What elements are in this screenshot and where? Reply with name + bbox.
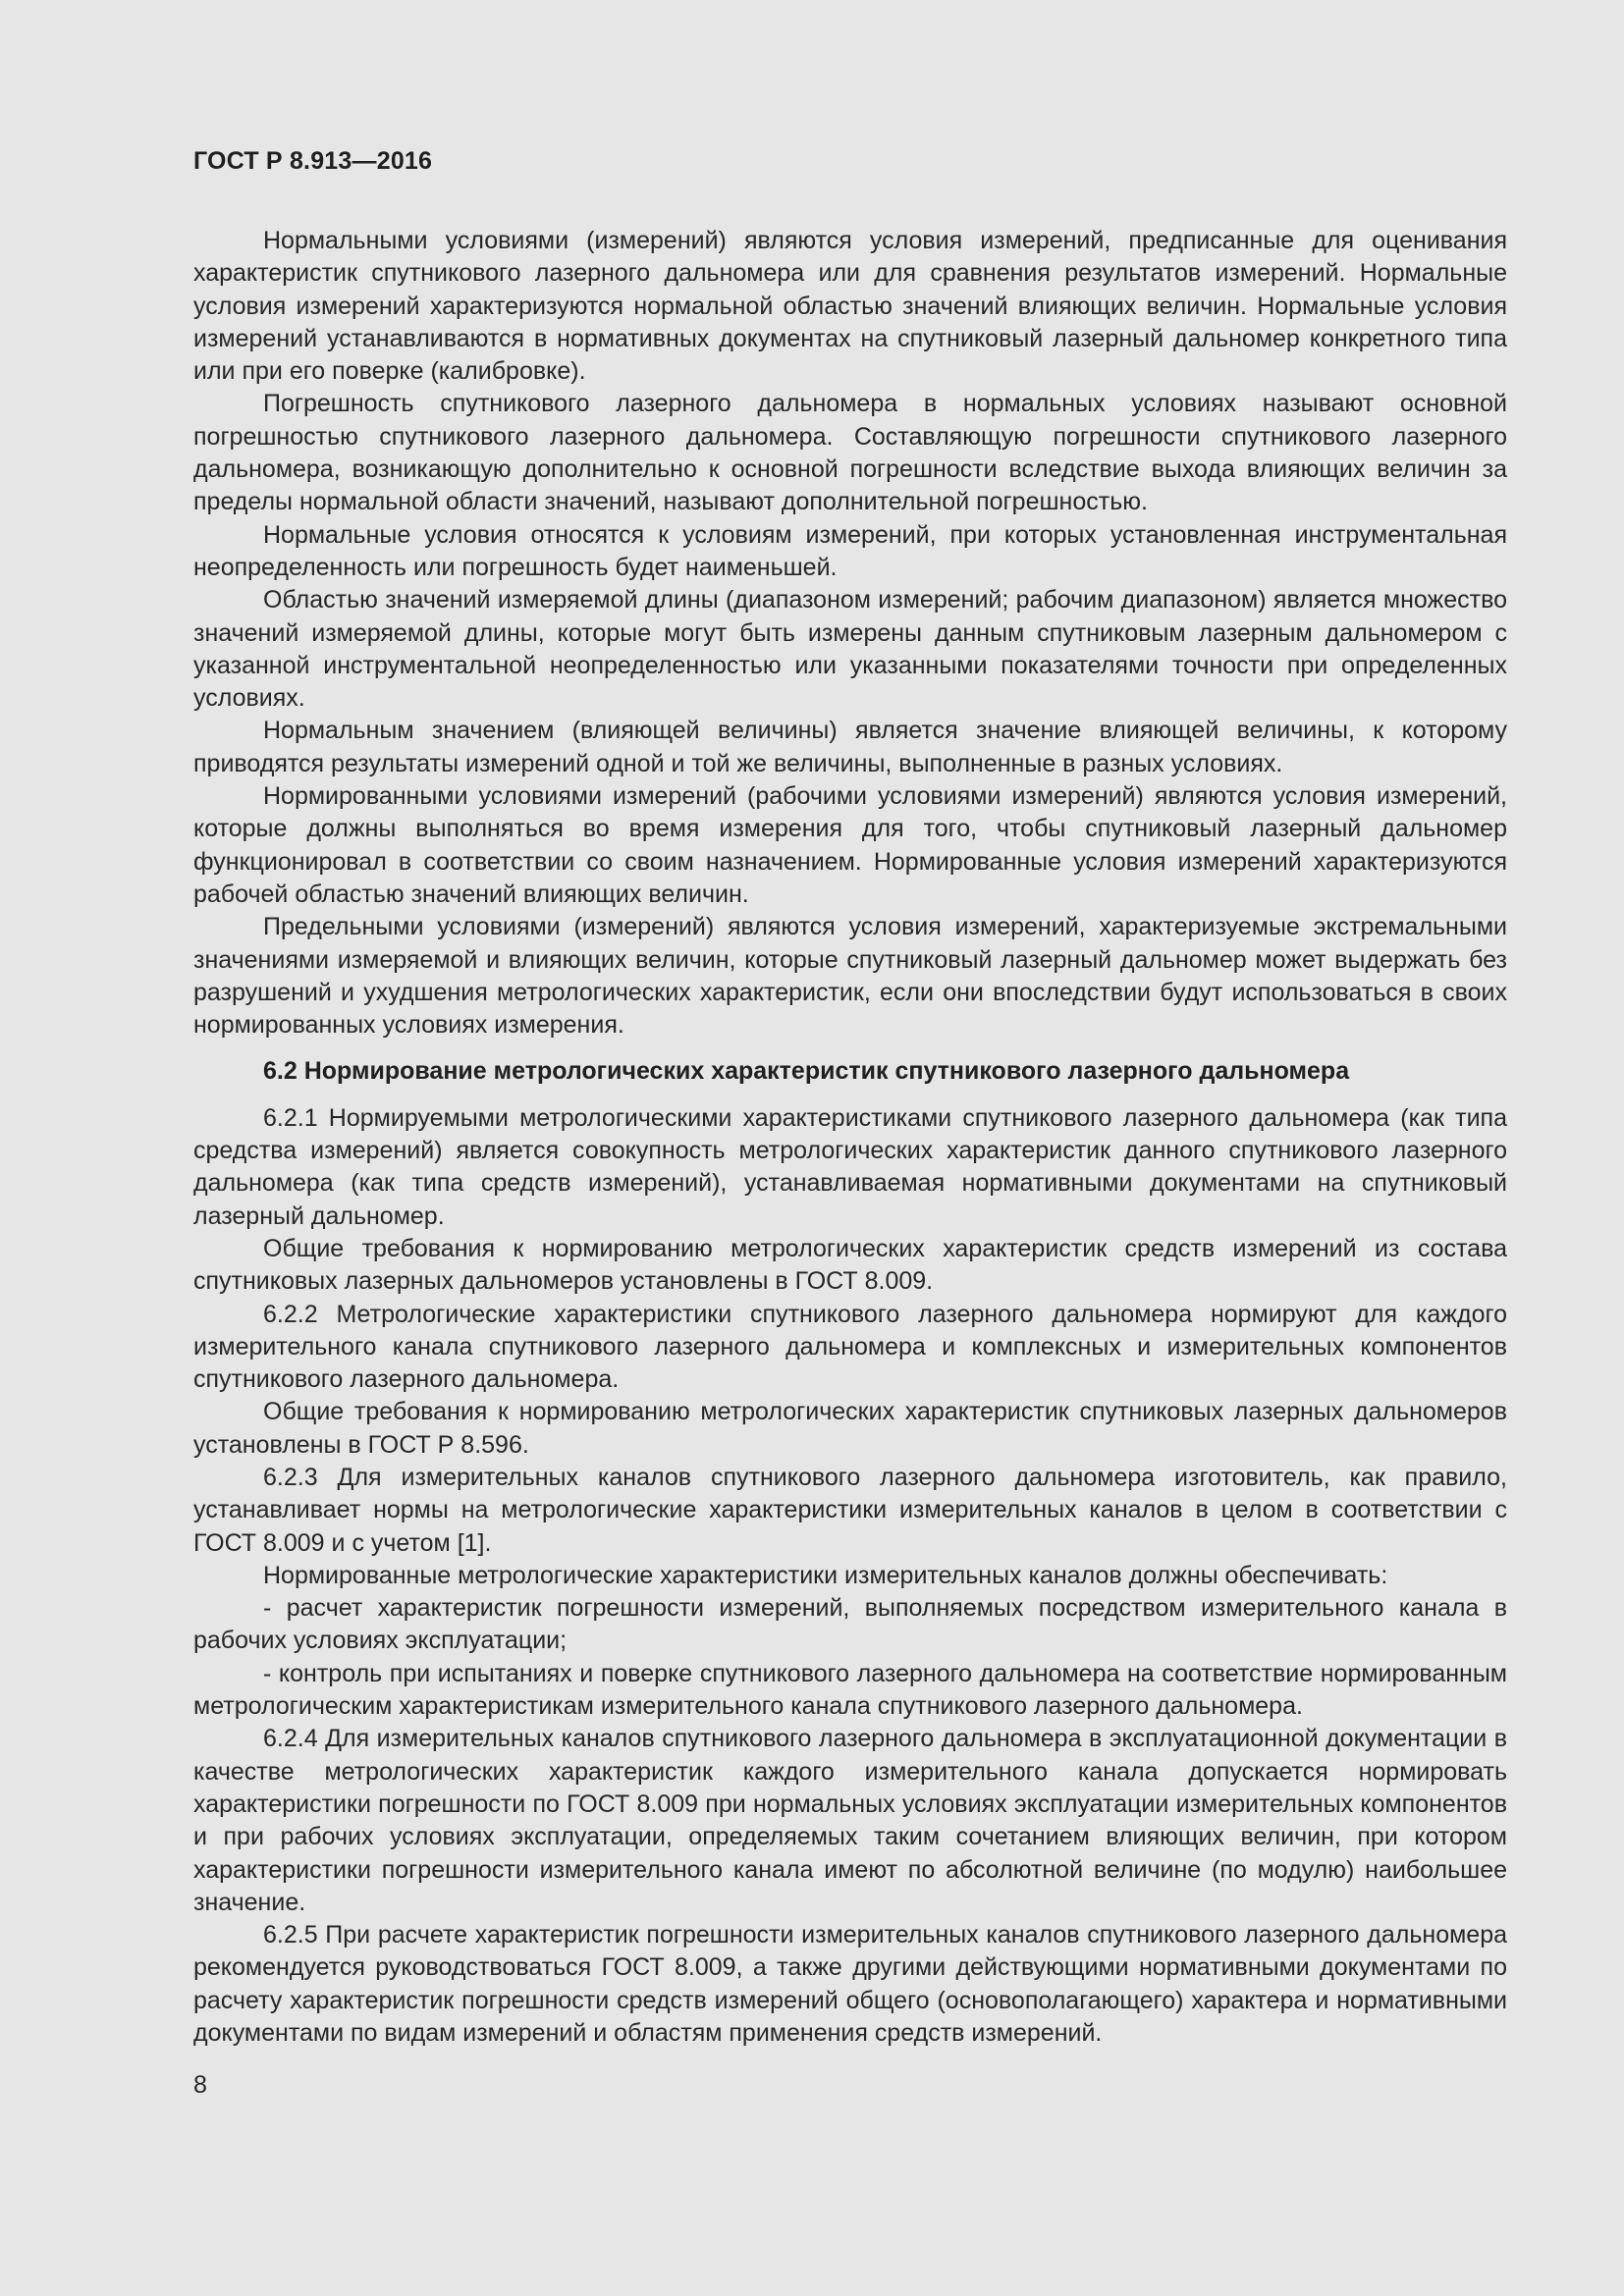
paragraph-measurement-range: Областью значений измеряемой длины (диапазоном измерений; рабочим диапазоном) является множество значений измеряемой длины, которые могут быть измерены данным спутниковым лазерным дальномером с указанной инструментальной неопределенностью или указанными показателями точности при определенных условиях. (193, 586, 1507, 713)
paragraph-basic-error: Погрешность спутникового лазерного дальномера в нормальных условиях называют основной погрешностью спутникового лазерного дальномера. Составляющую погрешности спутникового лазерного дальномера, возникающую дополнительно к основной погрешности вследствие выхода влияющих величин за пределы нормальной области значений, называют дополнительной погрешностью. (193, 390, 1507, 516)
document-body (193, 225, 1507, 2050)
paragraph-6-2-2: 6.2.2 Метрологические характеристики спутникового лазерного дальномера нормируют для каждого измерительного канала спутникового лазерного дальномера и комплексных и измерительных компонентов спутникового лазерного дальномера. (193, 1300, 1507, 1394)
paragraph-general-requirements-2: Общие требования к нормированию метрологических характеристик спутниковых лазерных дальномеров установлены в ГОСТ Р 8.596. (193, 1398, 1507, 1459)
page-number: 8 (193, 2071, 207, 2099)
list-item-verification-control: - контроль при испытаниях и поверке спутникового лазерного дальномера на соответствие нормированным метрологическим характеристикам измерительного канала спутникового лазерного дальномера. (193, 1659, 1507, 1721)
paragraph-general-requirements-1: Общие требования к нормированию метрологических характеристик средств измерений из состава спутниковых лазерных дальномеров установлены в ГОСТ 8.009. (193, 1234, 1507, 1296)
paragraph-normal-conditions: Нормальными условиями (измерений) являются условия измерений, предписанные для оценивания характеристик спутникового лазерного дальномера или для сравнения результатов измерений. Нормальные условия измерений характеризуются нормальной областью значений влияющих величин. Нормальные условия измерений устанавливаются в нормативных документах на спутниковый лазерный дальномер конкретного типа или при его поверке (калибровке). (193, 227, 1507, 386)
section-heading-6-2: 6.2 Нормирование метрологических характеристик спутникового лазерного дальномера (263, 1057, 1350, 1086)
paragraph-normal-conditions-uncertainty: Нормальные условия относятся к условиям измерений, при которых установленная инструментальная неопределенность или погрешность будет наименьшей. (193, 520, 1507, 581)
paragraph-6-2-3: 6.2.3 Для измерительных каналов спутникового лазерного дальномера изготовитель, как правило, устанавливает нормы на метрологические характеристики измерительных каналов в целом в соответствии с ГОСТ 8.009 и с учетом [1]. (193, 1463, 1507, 1557)
paragraph-6-2-4: 6.2.4 Для измерительных каналов спутникового лазерного дальномера в эксплуатационной документации в качестве метрологических характеристик каждого измерительного канала допускается нормировать характеристики погрешности по ГОСТ 8.009 при нормальных условиях эксплуатации измерительных компонентов и при рабочих условиях эксплуатации, определяемых таким сочетанием влияющих величин, при котором характеристики погрешности измерительного канала имеют по абсолютной величине (по модулю) наибольшее значение. (193, 1725, 1507, 1916)
list-item-error-calculation: - расчет характеристик погрешности измерений, выполняемых посредством измерительного канала в рабочих условиях эксплуатации; (193, 1594, 1507, 1655)
paragraph-channel-requirements: Нормированные метрологические характеристики измерительных каналов должны обеспечивать: (263, 1561, 1388, 1589)
paragraph-limiting-conditions: Предельными условиями (измерений) являются условия измерений, характеризуемые экстремальными значениями измеряемой и влияющих величин, которые спутниковый лазерный дальномер может выдержать без разрушений и ухудшения метрологических характеристик, если они впоследствии будут использоваться в своих нормированных условиях измерения. (193, 913, 1507, 1040)
paragraph-rated-conditions: Нормированными условиями измерений (рабочими условиями измерений) являются условия измерений, которые должны выполняться во время измерения для того, чтобы спутниковый лазерный дальномер функционировал в соответствии со своим назначением. Нормированные условия измерений характеризуются рабочей областью значений влияющих величин. (193, 782, 1507, 908)
document-header: ГОСТ Р 8.913—2016 (193, 147, 433, 175)
paragraph-normal-value: Нормальным значением (влияющей величины) является значение влияющей величины, к которому приводятся результаты измерений одной и той же величины, выполненные в разных условиях. (193, 717, 1507, 777)
paragraph-6-2-1: 6.2.1 Нормируемыми метрологическими характеристиками спутникового лазерного дальномера (как типа средства измерений) является совокупность метрологических характеристик данного спутникового лазерного дальномера (как типа средств измерений), устанавливаемая нормативными документами на спутниковый лазерный дальномер. (193, 1103, 1507, 1230)
paragraph-6-2-5: 6.2.5 При расчете характеристик погрешности измерительных каналов спутникового лазерного дальномера рекомендуется руководствоваться ГОСТ 8.009, а также другими действующими нормативными документами по расчету характеристик погрешности средств измерений общего (основополагающего) характера и нормативными документами по видам измерений и областям применения средств измерений. (193, 1921, 1507, 2048)
